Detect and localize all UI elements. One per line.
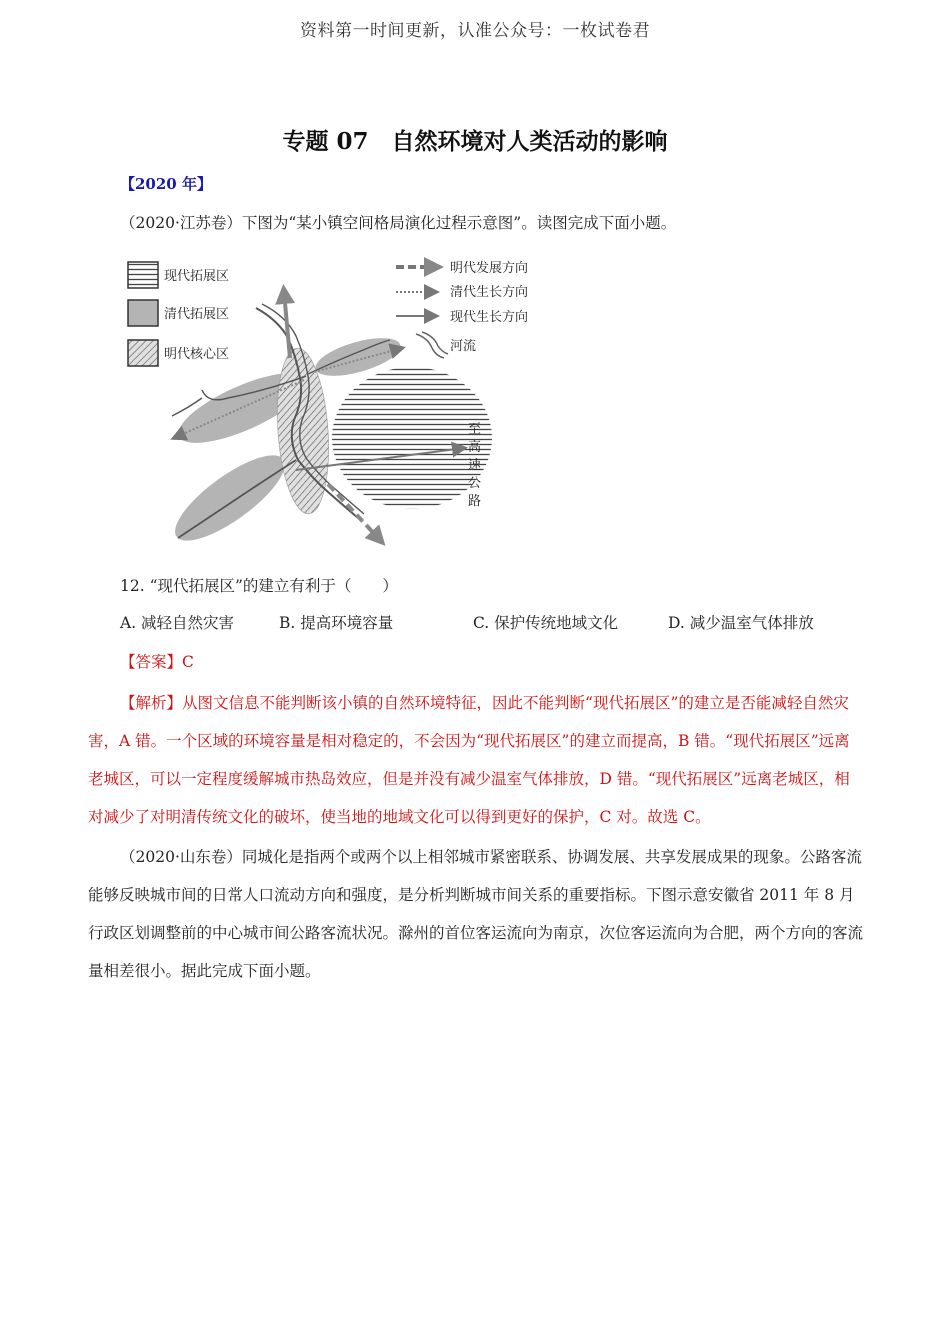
town-evolution-figure xyxy=(118,248,548,553)
analysis-paragraph xyxy=(88,684,864,836)
legend-river-symbol xyxy=(416,332,448,358)
q1-intro: （2020·江苏卷）下图为“某小镇空间格局演化过程示意图”。读图完成下面小题。 xyxy=(120,214,677,232)
qing-zone-southwest xyxy=(164,441,297,553)
legend-qing-label: 清代拓展区 xyxy=(164,307,230,322)
legend-ming-label: 明代核心区 xyxy=(164,347,230,362)
option-b: B. 提高环境容量 xyxy=(279,614,394,632)
legend-modern-swatch xyxy=(128,262,158,288)
option-a: A. 减轻自然灾害 xyxy=(120,614,235,632)
highway-char-2: 高 xyxy=(468,440,482,455)
header-watermark: 资料第一时间更新，认准公众号：一枚试卷君 xyxy=(300,21,650,41)
legend-ming-arrow-label: 明代发展方向 xyxy=(450,261,529,276)
legend-qing-swatch xyxy=(128,300,158,326)
option-d: D. 减少温室气体排放 xyxy=(668,614,814,632)
legend-ming-swatch xyxy=(128,340,158,366)
q2-intro: （2020·山东卷）同城化是指两个或两个以上相邻城市紧密联系、协调发展、共享发展成果的现象。公路客流能够反映城市间的日常人口流动方向和强度，是分析判断城市间关系的重要指标。下图示意安徽省 2011 年 8 月行政区划调整前的中心城市间公路客流状况。滁州的首位客运流向为南京，次位客运流向为合肥，两个方向的客流量相差很小。据此完成下面小题。 xyxy=(88,848,864,980)
highway-char-5: 路 xyxy=(468,494,482,509)
legend-river-label: 河流 xyxy=(450,339,477,354)
answer-line: 【答案】C xyxy=(120,653,194,671)
highway-char-1: 至 xyxy=(468,422,482,437)
page-title: 专题 07 自然环境对人类活动的影响 xyxy=(282,128,668,155)
analysis-label: 【解析】 xyxy=(120,694,183,712)
highway-char-3: 速 xyxy=(468,458,482,473)
analysis-text: 从图文信息不能判断该小镇的自然环境特征，因此不能判断“现代拓展区”的建立是否能减轻自然灾害，A 错。一个区域的环境容量是相对稳定的，不会因为“现代拓展区”的建立而提高，B 错。“现代拓展区”远离老城区，可以一定程度缓解城市热岛效应，但是并没有减少温室气体排放，D 错。“现代拓展区”远离老城区，相对减少了对明清传统文化的破坏，使当地的地域文化可以得到更好的保护，C 对。故选 C。 xyxy=(88,694,850,826)
highway-char-4: 公 xyxy=(468,476,482,491)
year-tag: 【2020 年】 xyxy=(120,175,212,193)
legend-modern-label: 现代拓展区 xyxy=(164,269,230,284)
legend-qing-arrow-label: 清代生长方向 xyxy=(450,285,529,300)
legend-modern-arrow-label: 现代生长方向 xyxy=(450,310,529,325)
option-c: C. 保护传统地域文化 xyxy=(473,614,619,632)
question-12: 12. “现代拓展区”的建立有利于（ ） xyxy=(120,577,398,595)
